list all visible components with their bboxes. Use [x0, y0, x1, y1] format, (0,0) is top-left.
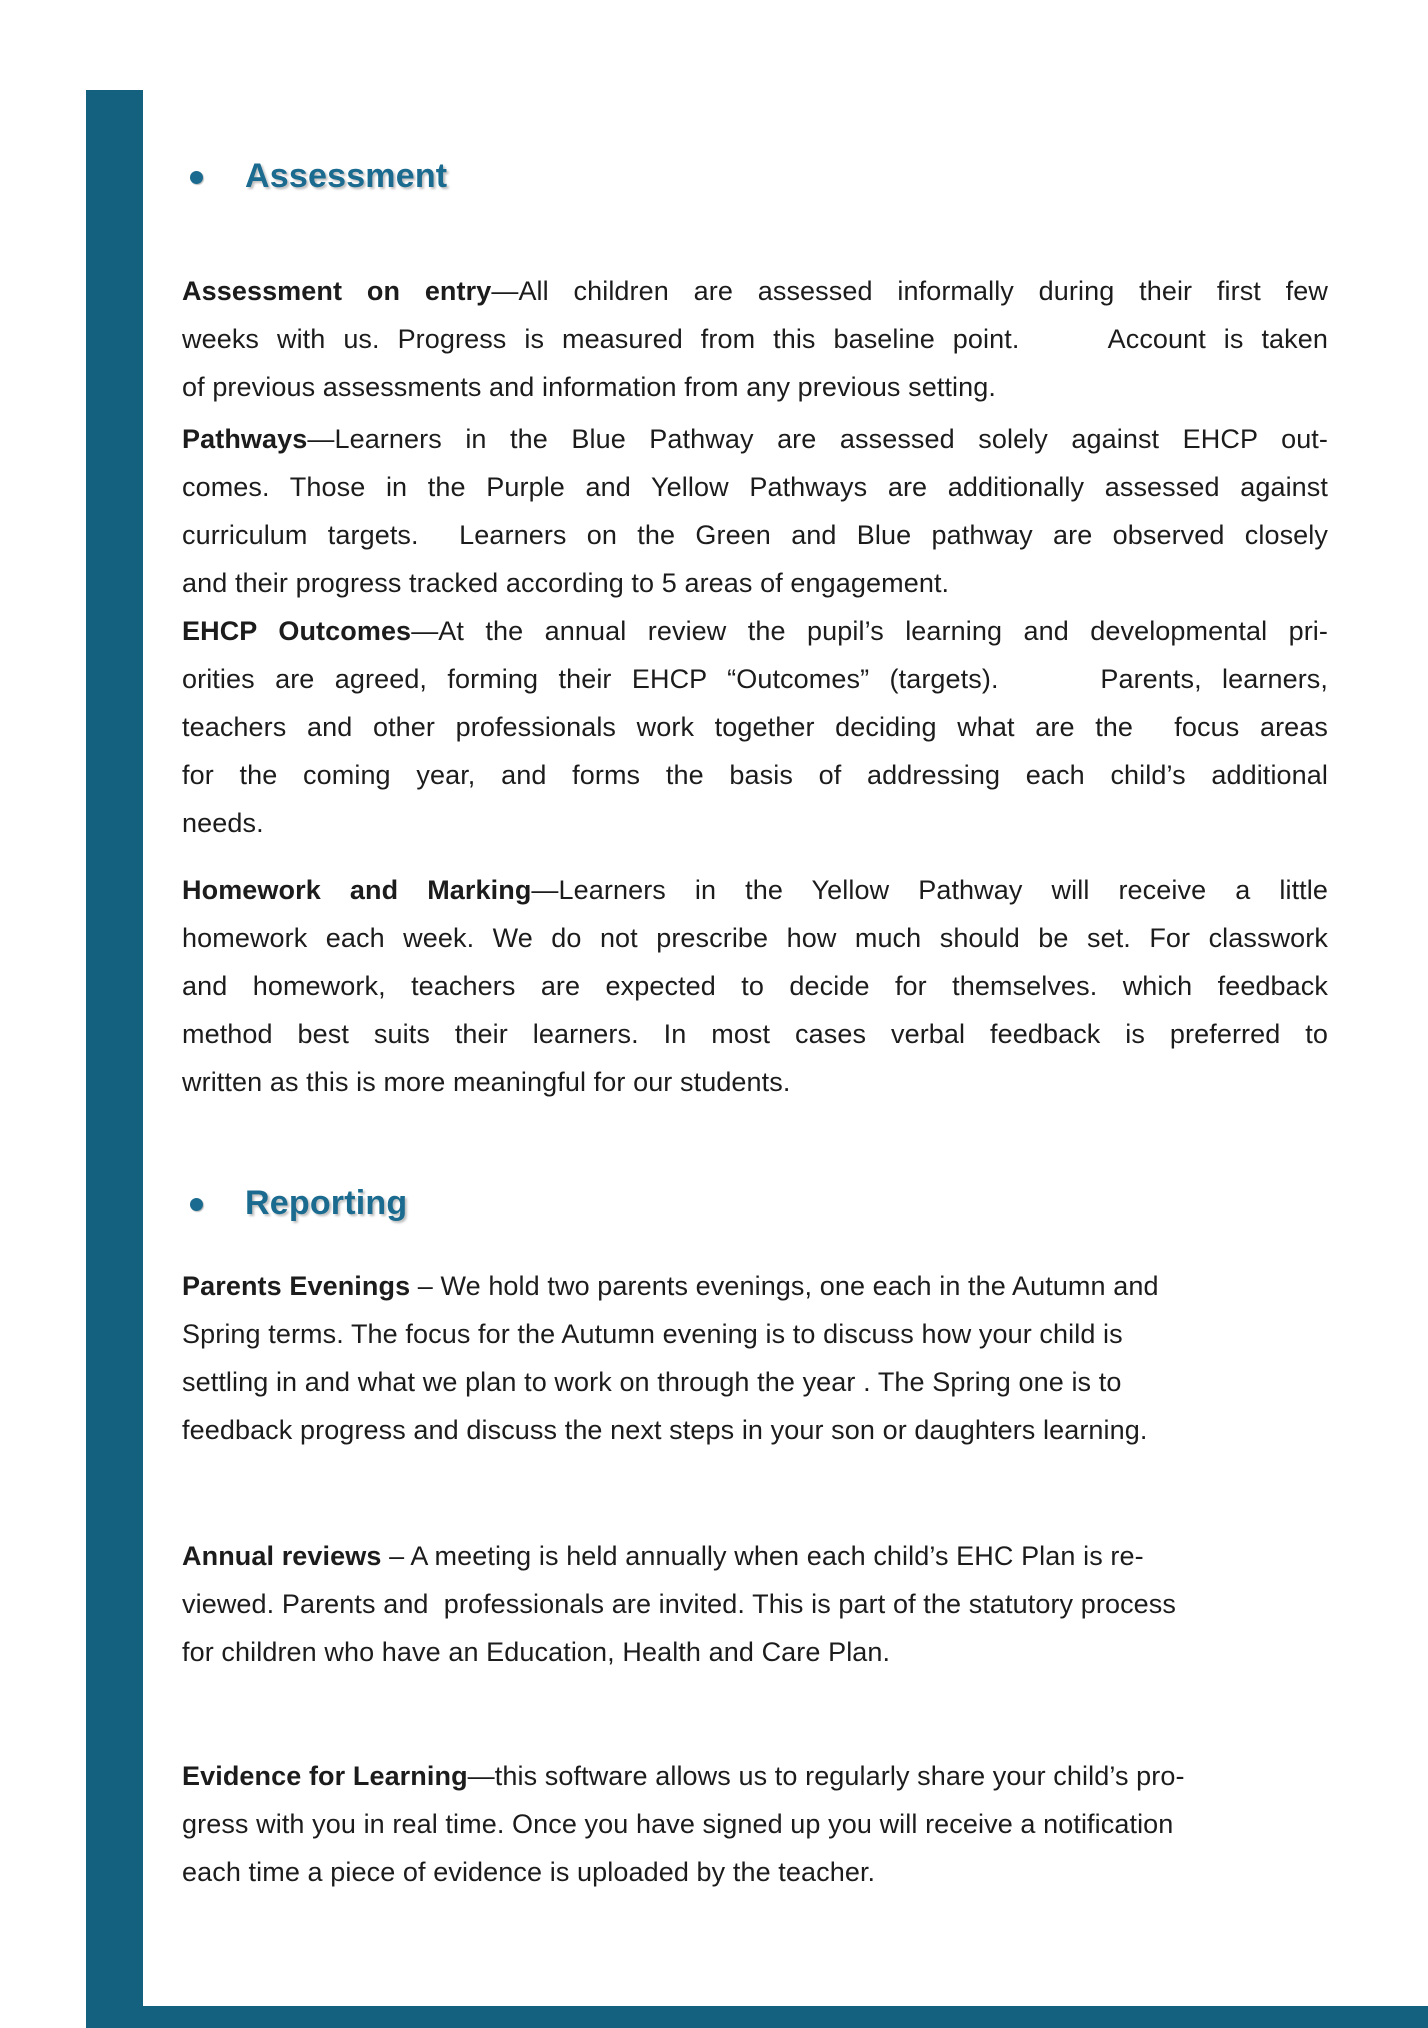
paragraph-text: curriculum targets. Learners on the Green and Blue pathway are observed closely: [182, 520, 1328, 550]
paragraph-text: of previous assessments and information from any previous setting.: [182, 372, 996, 402]
section-paragraphs: [182, 267, 1328, 1106]
paragraph-line: [182, 1580, 1328, 1628]
paragraph-text: – A meeting is held annually when each child’s EHC Plan is re-: [381, 1541, 1144, 1571]
section-heading: [190, 156, 447, 196]
paragraph-text: —Learners in the Blue Pathway are assessed solely against EHCP out-: [307, 424, 1328, 454]
bullet-icon: [190, 171, 203, 184]
paragraph-text: viewed. Parents and professionals are invited. This is part of the statutory process: [182, 1589, 1176, 1619]
paragraph-text: —All children are assessed informally during their first few: [491, 276, 1328, 306]
paragraph-line: [182, 1262, 1328, 1310]
paragraph-line: [182, 914, 1328, 962]
paragraph-line: [182, 363, 1328, 411]
paragraph-lead: Pathways: [182, 424, 308, 454]
section-heading: [190, 1183, 407, 1223]
bullet-icon: [190, 1198, 203, 1211]
paragraph-lead: Homework and Marking: [182, 875, 532, 905]
paragraph-text: settling in and what we plan to work on through the year . The Spring one is to: [182, 1367, 1122, 1397]
paragraph: [182, 866, 1328, 1106]
paragraph-line: [182, 415, 1328, 463]
paragraph-line: [182, 655, 1328, 703]
paragraph-text: teachers and other professionals work together deciding what are the focus areas: [182, 712, 1328, 742]
paragraph-text: and their progress tracked according to 5 areas of engagement.: [182, 568, 950, 598]
paragraph-line: [182, 1310, 1328, 1358]
paragraph: [182, 1752, 1328, 1896]
paragraph-line: [182, 511, 1328, 559]
paragraph-line: [182, 1800, 1328, 1848]
paragraph-line: [182, 1628, 1328, 1676]
paragraph-lead: EHCP Outcomes: [182, 616, 412, 646]
paragraph-text: written as this is more meaningful for our students.: [182, 1067, 791, 1097]
paragraph-text: Spring terms. The focus for the Autumn evening is to discuss how your child is: [182, 1319, 1123, 1349]
paragraph-line: [182, 962, 1328, 1010]
left-accent-bar: [86, 90, 143, 2028]
paragraph-line: [182, 866, 1328, 914]
paragraph-line: [182, 1532, 1328, 1580]
paragraph-line: [182, 799, 1328, 847]
paragraph-line: [182, 1848, 1328, 1896]
bottom-accent-bar: [86, 2006, 1428, 2028]
section-title: Assessment: [245, 157, 448, 195]
paragraph-lead: Annual reviews: [182, 1541, 382, 1571]
paragraph: [182, 267, 1328, 411]
paragraph-text: each time a piece of evidence is uploaded by the teacher.: [182, 1857, 876, 1887]
paragraph-text: for the coming year, and forms the basis of addressing each child’s additional: [182, 760, 1328, 790]
paragraph-text: homework each week. We do not prescribe how much should be set. For classwork: [182, 923, 1328, 953]
paragraph-line: [182, 267, 1328, 315]
paragraph: [182, 607, 1328, 847]
paragraph-text: —At the annual review the pupil’s learning and developmental pri-: [411, 616, 1328, 646]
paragraph: [182, 1262, 1328, 1454]
paragraph-line: [182, 463, 1328, 511]
paragraph-text: method best suits their learners. In most cases verbal feedback is preferred to: [182, 1019, 1328, 1049]
paragraph-text: orities are agreed, forming their EHCP “Outcomes” (targets). Parents, learners,: [182, 664, 1328, 694]
section-title: Reporting: [245, 1184, 408, 1222]
paragraph-text: feedback progress and discuss the next steps in your son or daughters learning.: [182, 1415, 1148, 1445]
paragraph-line: [182, 751, 1328, 799]
paragraph: [182, 1532, 1328, 1676]
paragraph-line: [182, 1406, 1328, 1454]
paragraph-line: [182, 315, 1328, 363]
paragraph-line: [182, 607, 1328, 655]
paragraph-line: [182, 703, 1328, 751]
paragraph-lead: Evidence for Learning: [182, 1761, 468, 1791]
paragraph-lead: Parents Evenings: [182, 1271, 411, 1301]
paragraph-line: [182, 1358, 1328, 1406]
paragraph-text: comes. Those in the Purple and Yellow Pathways are additionally assessed against: [182, 472, 1328, 502]
paragraph-line: [182, 1058, 1328, 1106]
paragraph-line: [182, 559, 1328, 607]
paragraph-text: – We hold two parents evenings, one each in the Autumn and: [410, 1271, 1159, 1301]
paragraph-text: —this software allows us to regularly share your child’s pro-: [467, 1761, 1185, 1791]
section-paragraphs: [182, 1262, 1328, 1896]
paragraph-line: [182, 1010, 1328, 1058]
paragraph-lead: Assessment on entry: [182, 276, 492, 306]
paragraph-text: gress with you in real time. Once you have signed up you will receive a notification: [182, 1809, 1174, 1839]
paragraph-text: and homework, teachers are expected to decide for themselves. which feedback: [182, 971, 1328, 1001]
paragraph-text: weeks with us. Progress is measured from this baseline point. Account is taken: [182, 324, 1328, 354]
paragraph-text: —Learners in the Yellow Pathway will receive a little: [531, 875, 1328, 905]
paragraph-text: needs.: [182, 808, 264, 838]
paragraph-line: [182, 1752, 1328, 1800]
paragraph: [182, 415, 1328, 607]
paragraph-text: for children who have an Education, Health and Care Plan.: [182, 1637, 891, 1667]
